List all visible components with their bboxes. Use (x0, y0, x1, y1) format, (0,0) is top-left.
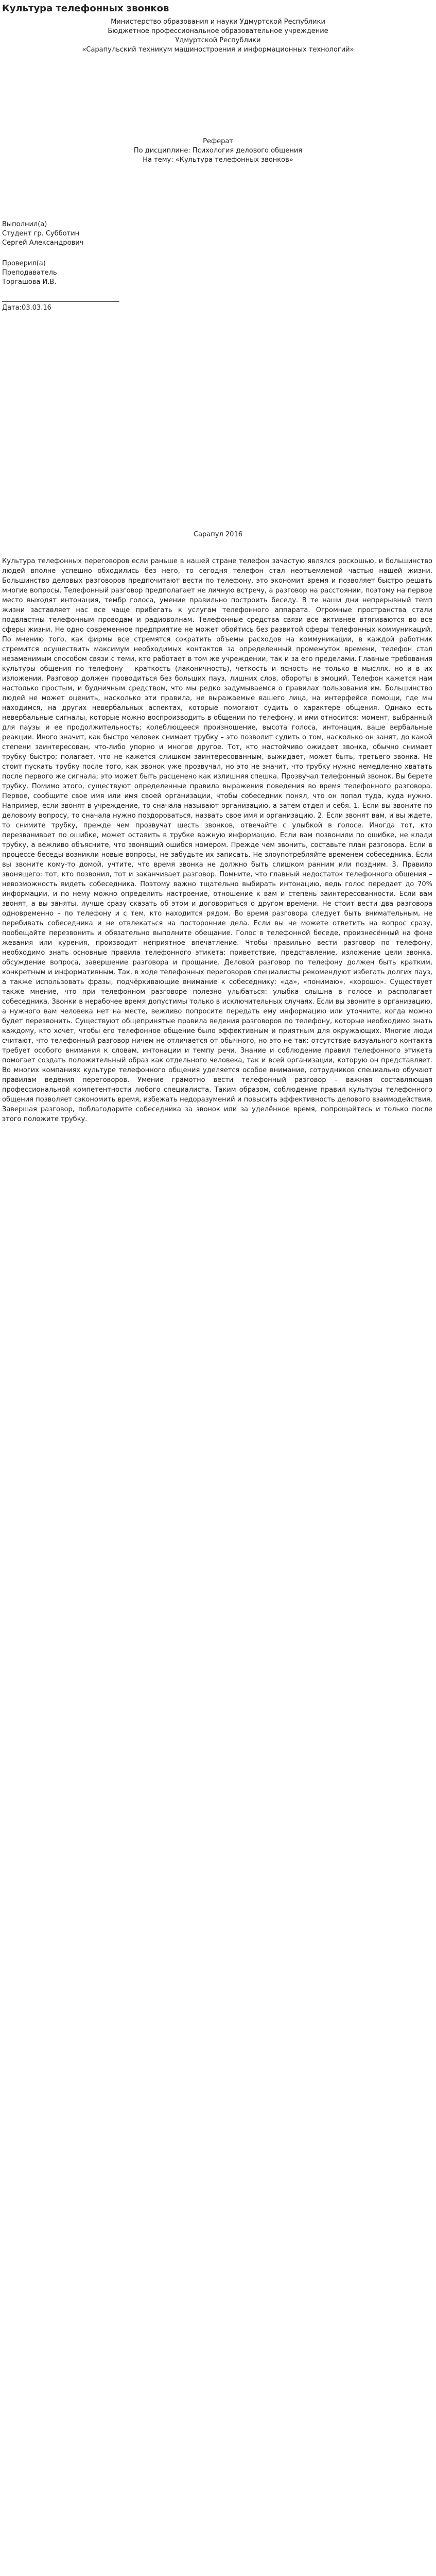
header-line-4: «Сарапульский техникум машиностроения и информационных технологий» (82, 46, 354, 54)
body-paragraph: Культура телефонных переговоров если раньше в нашей стране телефон зачастую являлся роскошью, и большинство людей вполне успешно обходились без него, то сегодня телефон стал неотъемлемой частью нашей жизни. Большинство деловых разговоров предпочитают вести по телефону, это экономит время и позволяет быстро решать многие вопросы. Телефонный разговор предполагает не личную встречу, а разговор на расстоянии, поэтому на первое место выходят интонация, тембр голоса, умение правильно построить беседу. В те наши дни непрерывный темп жизни заставляет нас все чаще прибегать к услугам телефонного аппарата. Огромные пространства стали подвластны телефонным проводам и радиоволнам. Телефонные средства связи все активнее втягиваются во все сферы жизни. Не одно современное предприятие не может обойтись без развитой сферы телефонных коммуникаций. По мнению того, как фирмы все стремятся сократить объемы расходов на коммуникации, в каждой работник стремится осуществить максимум необходимых контактов за определенный промежуток времени, телефон стал незаменимым способом связи с теми, кто работает в том же учреждении, так и за его пределами. Главные требования культуры общения по телефону – краткость (лаконичность), четкость и ясность не только в мыслях, но и в их изложении. Разговор должен проводиться без больших пауз, лишних слов, обороты в эмоций. Телефон кажется нам настолько простым, и будничным средством, что мы редко задумываемся о правилах пользования им. Большинство людей не может оценить, насколько эти правила, не выражаемые вашего лица, на интерфейсе помощи, где мы находимся, на других невербальных аспектах, которые помогают судить о характере общения. Однако есть невербальные сигналы, которые можно воспроизводить в общении по телефону, и ими относится: момент, выбранный для паузы и ее продолжительность; колеблющееся произношение, высота голоса, интонация, ваше вербальные реакции. Иного значит, как быстро человек снимает трубку – это позволит судить о том, насколько он занят, до какой степени заинтересован, что-либо упорно и многое другое. Тот, кто настойчиво ожидает звонка, обычно снимает трубку быстро; полагает, что не кажется слишком заинтересованным, выжидает, может быть, третьего звонка. Не стоит пускать трубку после того, как звонок уже прозвучал, но это не значит, что трубку нужно немедленно хватать после первого же сигнала; это может быть расценено как излишняя спешка. Прозвучал телефонный звонок. Вы берете трубку. Помимо этого, существуют определенные правила выражения поведения во время телефонного разговора. Первое, сообщите свое имя или имя своей организации, чтобы собеседник понял, что он попал туда, куда нужно. Например, если звонят в учреждение, то сначала называют организацию, а затем отдел и себя. 1. Если вы звоните по деловому вопросу, то сначала нужно поздороваться, назвать свое имя и организацию. 2. Если звонят вам, и вы ждете, то снимите трубку, прежде чем прозвучат шесть звонков, отвечайте с улыбкой в голосе. Иногда тот, кто перезванивает по ошибке, может оставить в трубке важную информацию. Если вам позвонили по ошибке, не клади трубку, а вежливо объясните, что звонящий ошибся номером. Прежде чем звонить, составьте план разговора. Если в процессе беседы возникли новые вопросы, не забудьте их записать. Не злоупотребляйте временем собеседника. Если вы звоните кому-то домой, учтите, что время звонка не должно быть слишком ранним или поздним. 3. Правило звонящего: тот, кто позвонил, тот и заканчивает разговор. Помните, что главный недостаток телефонного общения – невозможность видеть собеседника. Поэтому важно тщательно выбирать интонацию, ведь голос передает до 70% информации, и по нему можно определить настроение, отношение к вам и степень заинтересованности. Если вам звонят, а вы заняты, лучше сразу сказать об этом и договориться о другом времени. Не стоит вести два разговора одновременно – по телефону и с тем, кто находится рядом. Во время разговора следует быть внимательным, не перебивать собеседника и не отвлекаться на посторонние дела. Если вы не можете ответить на вопрос сразу, пообещайте перезвонить и обязательно выполните обещание. Голос в телефонной беседе, произнесённый на фоне жевания или курения, производит неприятное впечатление. Чтобы правильно вести разговор по телефону, необходимо знать основные правила телефонного этикета: приветствие, представление, изложение цели звонка, обсуждение вопроса, завершение разговора и прощание. Деловой разговор по телефону должен быть кратким, конкретным и информативным. Так, в ходе телефонных переговоров специалисты рекомендуют избегать долгих пауз, а также использовать фразы, подчёркивающие внимание к собеседнику: «да», «понимаю», «хорошо». Существует также мнение, что при телефонном разговоре полезно улыбаться: улыбка слышна в голосе и располагает собеседника. Звонки в нерабочее время допустимы только в исключительных случаях. Если вы звоните в организацию, а нужного вам человека нет на месте, вежливо попросите передать ему информацию или уточните, когда можно будет перезвонить. Существуют общепринятые правила ведения разговоров по телефону, которые необходимо знать каждому, кто хочет, чтобы его телефонное общение было эффективным и приятным для окружающих. Многие люди считают, что телефонный разговор ничем не отличается от обычного, но это не так: отсутствие визуального контакта требует особого внимания к словам, интонации и темпу речи. Знание и соблюдение правил телефонного этикета помогает создать положительный образ как отдельного человека, так и всей организации, которую он представляет. Во многих компаниях культуре телефонного общения уделяется особое внимание, сотрудников специально обучают правилам ведения переговоров. Умение грамотно вести телефонный разговор – важная составляющая профессиональной компетентности любого специалиста. Таким образом, соблюдение правил культуры телефонного общения позволяет сэкономить время, избежать недоразумений и повысить эффективность делового взаимодействия. Завершая разговор, поблагодарите собеседника за звонок или за уделённое время, попрощайтесь и только после этого положите трубку. (2, 557, 432, 1123)
body-text (2, 556, 432, 1124)
report-topic: На тему: «Культура телефонных звонков» (143, 156, 293, 164)
student-group: Студент гр. Субботин (2, 230, 80, 238)
signature-line: ___________________________________ (2, 295, 119, 302)
date-line: Дата:03.03.16 (2, 304, 51, 312)
header-line-2: Бюджетное профессиональное образовательное учреждение (108, 27, 328, 35)
report-label: Реферат (203, 138, 233, 145)
checker-name: Торгашова И.В. (2, 278, 57, 286)
student-name: Сергей Александрович (2, 239, 84, 247)
document-title: Культура телефонных звонков (2, 3, 169, 14)
report-discipline: По дисциплине: Психология делового общения (133, 147, 303, 155)
checker-role: Преподаватель (2, 269, 57, 277)
header-line-3: Удмуртской Республики (175, 37, 261, 44)
performed-label: Выполнил(а) (2, 221, 47, 228)
checked-label: Проверил(а) (2, 260, 46, 267)
header-line-1: Министерство образования и науки Удмуртской Республики (111, 18, 325, 26)
city-year: Сарапул 2016 (194, 531, 242, 538)
